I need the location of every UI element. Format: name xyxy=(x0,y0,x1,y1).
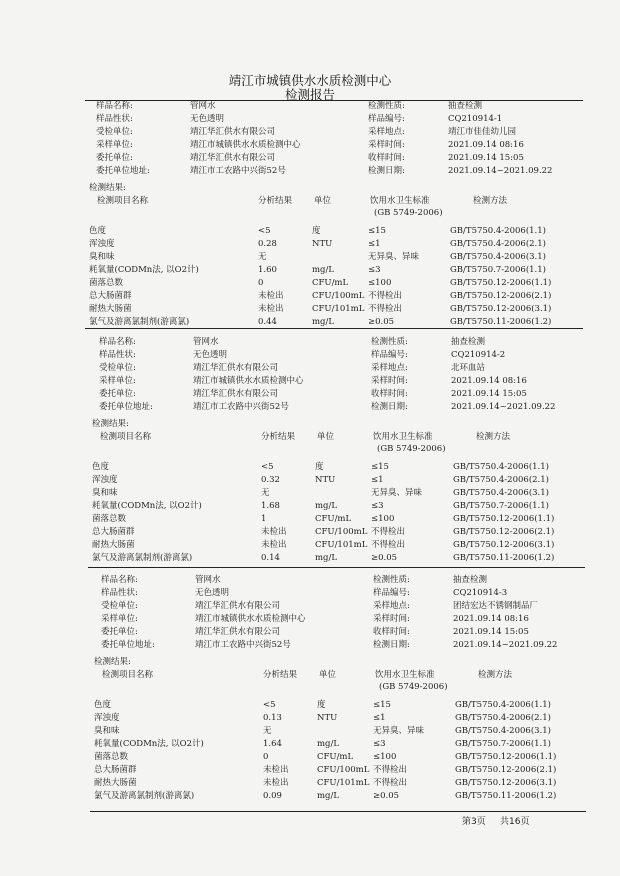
col-header-unit: 单位 xyxy=(317,432,335,442)
cell-method: GB/T5750.4-2006(1.1) xyxy=(450,226,546,236)
cell-unit: 度 xyxy=(312,226,321,236)
cell-standard: ≥0.05 xyxy=(373,791,400,801)
cell-standard: ≤3 xyxy=(371,501,384,511)
meta-value: CQ210914-3 xyxy=(453,588,508,598)
meta-label: 委托单位地址: xyxy=(101,640,155,650)
cell-result: 未检出 xyxy=(263,778,289,788)
cell-method: GB/T5750.12-2006(3.1) xyxy=(450,304,552,314)
cell-standard: ≤100 xyxy=(371,514,395,524)
meta-value: 靖江华汇供水有限公司 xyxy=(190,153,276,163)
meta-label: 样品性状: xyxy=(96,114,133,124)
results-label: 检测结果: xyxy=(92,419,129,429)
col-header-standard: 饮用水卫生标准 xyxy=(370,196,430,206)
meta-label: 样品名称: xyxy=(96,101,133,111)
meta-value: 北环血站 xyxy=(451,363,486,373)
meta-label: 委托单位: xyxy=(96,153,133,163)
cell-result: <5 xyxy=(263,700,276,710)
meta-value: 无色透明 xyxy=(195,588,230,598)
meta-label: 检测性质: xyxy=(373,575,410,585)
cell-item: 耗氧量(CODMn法, 以O2计) xyxy=(94,739,204,749)
cell-unit: NTU xyxy=(312,239,333,249)
meta-label: 样品编号: xyxy=(373,588,410,598)
meta-label: 受检单位: xyxy=(96,127,133,137)
cell-standard: 不得检出 xyxy=(368,304,403,314)
cell-unit: NTU xyxy=(315,475,336,485)
cell-standard: ≤1 xyxy=(368,239,381,249)
cell-standard: ≤100 xyxy=(368,278,392,288)
cell-item: 氯气及游离氯制剂(游离氯) xyxy=(89,317,190,327)
meta-label: 收样时间: xyxy=(373,627,410,637)
cell-result: 未检出 xyxy=(258,304,284,314)
cell-method: GB/T5750.4-2006(3.1) xyxy=(453,488,549,498)
meta-value: 管网水 xyxy=(195,575,221,585)
cell-standard: ≤15 xyxy=(373,700,391,710)
meta-label: 采样单位: xyxy=(96,140,133,150)
meta-value: 靖江市佳佳幼儿园 xyxy=(448,127,517,137)
cell-method: GB/T5750.4-2006(2.1) xyxy=(453,475,549,485)
meta-value: 管网水 xyxy=(190,101,216,111)
cell-item: 氯气及游离氯制剂(游离氯) xyxy=(92,553,193,563)
cell-result: 未检出 xyxy=(261,540,287,550)
col-header-item: 检测项目名称 xyxy=(100,432,152,442)
cell-method: GB/T5750.12-2006(2.1) xyxy=(455,765,557,775)
meta-label: 受检单位: xyxy=(101,601,138,611)
meta-value: 2021.09.14 15:05 xyxy=(451,389,527,399)
col-header-standard: 饮用水卫生标准 xyxy=(375,670,435,680)
meta-label: 检测性质: xyxy=(371,337,408,347)
cell-result: 无 xyxy=(263,726,272,736)
cell-result: 1.64 xyxy=(263,739,282,749)
col-header-method: 检测方法 xyxy=(478,670,513,680)
meta-value: 2021.09.14~2021.09.22 xyxy=(453,640,558,650)
cell-item: 臭和味 xyxy=(89,252,115,262)
cell-method: GB/T5750.11-2006(1.2) xyxy=(450,317,552,327)
meta-label: 采样地点: xyxy=(373,601,410,611)
cell-method: GB/T5750.4-2006(1.1) xyxy=(455,700,551,710)
cell-standard: 不得检出 xyxy=(373,765,408,775)
meta-value: 抽查检测 xyxy=(448,101,483,111)
meta-value: 靖江市工农路中兴街52号 xyxy=(193,402,289,412)
col-header-result: 分析结果 xyxy=(263,670,298,680)
cell-standard: ≤100 xyxy=(373,752,397,762)
col-header-unit: 单位 xyxy=(314,196,332,206)
meta-label: 采样时间: xyxy=(373,614,410,624)
col-header-standard-sub: (GB 5749-2006) xyxy=(374,208,443,218)
cell-unit: CFU/101mL xyxy=(312,304,365,314)
meta-value: 管网水 xyxy=(193,337,219,347)
cell-method: GB/T5750.12-2006(1.1) xyxy=(450,278,552,288)
meta-label: 委托单位: xyxy=(99,389,136,399)
cell-standard: ≤1 xyxy=(371,475,384,485)
col-header-method: 检测方法 xyxy=(476,432,511,442)
cell-standard: ≥0.05 xyxy=(368,317,395,327)
meta-label: 受检单位: xyxy=(99,363,136,373)
cell-result: 未检出 xyxy=(263,765,289,775)
cell-result: 未检出 xyxy=(261,527,287,537)
cell-method: GB/T5750.7-2006(1.1) xyxy=(450,265,546,275)
meta-value: 靖江华汇供水有限公司 xyxy=(190,127,276,137)
report-section-1 xyxy=(0,100,620,340)
cell-standard: ≤15 xyxy=(368,226,386,236)
cell-method: GB/T5750.4-2006(2.1) xyxy=(455,713,551,723)
cell-item: 臭和味 xyxy=(94,726,120,736)
meta-label: 收样时间: xyxy=(368,153,405,163)
cell-standard: 无异臭、异味 xyxy=(373,726,425,736)
cell-standard: ≤3 xyxy=(373,739,386,749)
meta-label: 样品编号: xyxy=(371,350,408,360)
meta-label: 样品名称: xyxy=(99,337,136,347)
cell-method: GB/T5750.4-2006(2.1) xyxy=(450,239,546,249)
cell-unit: CFU/100mL xyxy=(315,527,368,537)
report-section-2 xyxy=(0,336,620,576)
cell-unit: mg/L xyxy=(317,791,340,801)
cell-result: 1 xyxy=(261,514,267,524)
cell-method: GB/T5750.4-2006(1.1) xyxy=(453,462,549,472)
col-header-result: 分析结果 xyxy=(261,432,296,442)
meta-label: 采样地点: xyxy=(371,363,408,373)
cell-unit: CFU/mL xyxy=(315,514,352,524)
cell-method: GB/T5750.7-2006(1.1) xyxy=(453,501,549,511)
cell-item: 色度 xyxy=(89,226,107,236)
cell-result: 0.14 xyxy=(261,553,280,563)
cell-item: 色度 xyxy=(92,462,110,472)
cell-item: 总大肠菌群 xyxy=(89,291,132,301)
meta-value: 靖江市城镇供水水质检测中心 xyxy=(193,376,304,386)
cell-unit: CFU/101mL xyxy=(317,778,370,788)
cell-item: 浑浊度 xyxy=(92,475,118,485)
cell-unit: 度 xyxy=(317,700,326,710)
cell-item: 菌落总数 xyxy=(94,752,129,762)
cell-standard: 无异臭、异味 xyxy=(368,252,420,262)
cell-unit: CFU/100mL xyxy=(312,291,365,301)
cell-method: GB/T5750.12-2006(2.1) xyxy=(453,527,555,537)
col-header-item: 检测项目名称 xyxy=(102,670,154,680)
col-header-standard: 饮用水卫生标准 xyxy=(373,432,433,442)
meta-value: 靖江华汇供水有限公司 xyxy=(193,389,279,399)
meta-value: 靖江华汇供水有限公司 xyxy=(195,601,281,611)
cell-unit: CFU/mL xyxy=(312,278,349,288)
col-header-standard-sub: (GB 5749-2006) xyxy=(379,682,448,692)
cell-result: 无 xyxy=(258,252,267,262)
page-footer xyxy=(462,814,530,827)
cell-result: 0.09 xyxy=(263,791,282,801)
meta-value: 2021.09.14~2021.09.22 xyxy=(448,166,553,176)
meta-label: 样品性状: xyxy=(101,588,138,598)
col-header-standard-sub: (GB 5749-2006) xyxy=(377,444,446,454)
cell-method: GB/T5750.12-2006(3.1) xyxy=(455,778,557,788)
cell-unit: CFU/mL xyxy=(317,752,354,762)
cell-method: GB/T5750.12-2006(2.1) xyxy=(450,291,552,301)
cell-item: 浑浊度 xyxy=(89,239,115,249)
cell-method: GB/T5750.7-2006(1.1) xyxy=(455,739,551,749)
meta-value: 靖江华汇供水有限公司 xyxy=(195,627,281,637)
report-title: 检测报告 xyxy=(284,87,335,102)
cell-unit: mg/L xyxy=(312,317,335,327)
cell-method: GB/T5750.12-2006(1.1) xyxy=(455,752,557,762)
cell-unit: NTU xyxy=(317,713,338,723)
meta-label: 采样单位: xyxy=(99,376,136,386)
page-total: 共16页 xyxy=(500,817,530,827)
cell-method: GB/T5750.12-2006(1.1) xyxy=(453,514,555,524)
meta-label: 采样时间: xyxy=(368,140,405,150)
results-label: 检测结果: xyxy=(89,183,126,193)
cell-item: 耐热大肠菌 xyxy=(94,778,137,788)
cell-standard: ≥0.05 xyxy=(371,553,398,563)
cell-item: 色度 xyxy=(94,700,112,710)
meta-value: 无色透明 xyxy=(190,114,225,124)
cell-result: 0.44 xyxy=(258,317,277,327)
cell-result: 0.13 xyxy=(263,713,282,723)
cell-unit: CFU/100mL xyxy=(317,765,370,775)
meta-value: CQ210914-2 xyxy=(451,350,506,360)
meta-value: 2021.09.14 15:05 xyxy=(453,627,529,637)
meta-value: 抽查检测 xyxy=(451,337,486,347)
cell-unit: mg/L xyxy=(315,553,338,563)
cell-standard: 不得检出 xyxy=(373,778,408,788)
meta-label: 样品编号: xyxy=(368,114,405,124)
meta-label: 委托单位地址: xyxy=(96,166,150,176)
cell-method: GB/T5750.12-2006(3.1) xyxy=(453,540,555,550)
meta-value: 抽查检测 xyxy=(453,575,488,585)
cell-item: 浑浊度 xyxy=(94,713,120,723)
meta-label: 检测日期: xyxy=(371,402,408,412)
cell-result: 0 xyxy=(258,278,264,288)
cell-item: 臭和味 xyxy=(92,488,118,498)
cell-item: 氯气及游离氯制剂(游离氯) xyxy=(94,791,195,801)
meta-label: 样品名称: xyxy=(101,575,138,585)
cell-method: GB/T5750.11-2006(1.2) xyxy=(453,553,555,563)
cell-result: 1.60 xyxy=(258,265,277,275)
cell-result: <5 xyxy=(261,462,274,472)
meta-value: 2021.09.14~2021.09.22 xyxy=(451,402,556,412)
col-header-method: 检测方法 xyxy=(473,196,508,206)
cell-standard: 无异臭、异味 xyxy=(371,488,423,498)
cell-unit: 度 xyxy=(315,462,324,472)
meta-value: 2021.09.14 08:16 xyxy=(451,376,527,386)
col-header-item: 检测项目名称 xyxy=(97,196,149,206)
cell-item: 总大肠菌群 xyxy=(92,527,135,537)
cell-item: 耐热大肠菌 xyxy=(89,304,132,314)
cell-result: 0 xyxy=(263,752,269,762)
cell-result: 1.68 xyxy=(261,501,280,511)
cell-result: 0.28 xyxy=(258,239,277,249)
meta-label: 委托单位地址: xyxy=(99,402,153,412)
cell-unit: CFU/101mL xyxy=(315,540,368,550)
meta-value: 2021.09.14 08:16 xyxy=(448,140,524,150)
meta-value: 无色透明 xyxy=(193,350,228,360)
cell-standard: ≤15 xyxy=(371,462,389,472)
meta-label: 采样地点: xyxy=(368,127,405,137)
meta-value: 2021.09.14 08:16 xyxy=(453,614,529,624)
meta-value: 团结宏达不锈钢制品厂 xyxy=(453,601,539,611)
meta-label: 委托单位: xyxy=(101,627,138,637)
cell-result: 未检出 xyxy=(258,291,284,301)
cell-item: 菌落总数 xyxy=(89,278,124,288)
meta-label: 检测日期: xyxy=(368,166,405,176)
cell-standard: 不得检出 xyxy=(371,527,406,537)
meta-label: 检测性质: xyxy=(368,101,405,111)
meta-value: CQ210914-1 xyxy=(448,114,503,124)
meta-value: 靖江华汇供水有限公司 xyxy=(193,363,279,373)
meta-value: 靖江市工农路中兴街52号 xyxy=(190,166,286,176)
cell-method: GB/T5750.11-2006(1.2) xyxy=(455,791,557,801)
cell-result: 无 xyxy=(261,488,270,498)
cell-result: 0.32 xyxy=(261,475,280,485)
meta-label: 收样时间: xyxy=(371,389,408,399)
cell-standard: ≤1 xyxy=(373,713,386,723)
meta-label: 检测日期: xyxy=(373,640,410,650)
col-header-unit: 单位 xyxy=(319,670,337,680)
cell-standard: 不得检出 xyxy=(371,540,406,550)
cell-item: 耐热大肠菌 xyxy=(92,540,135,550)
cell-result: <5 xyxy=(258,226,271,236)
cell-item: 总大肠菌群 xyxy=(94,765,137,775)
meta-label: 样品性状: xyxy=(99,350,136,360)
col-header-result: 分析结果 xyxy=(258,196,293,206)
cell-item: 耗氧量(CODMn法, 以O2计) xyxy=(89,265,199,275)
cell-method: GB/T5750.4-2006(3.1) xyxy=(455,726,551,736)
report-section-3 xyxy=(0,574,620,814)
meta-label: 采样单位: xyxy=(101,614,138,624)
cell-item: 菌落总数 xyxy=(92,514,127,524)
meta-value: 2021.09.14 15:05 xyxy=(448,153,524,163)
meta-value: 靖江市工农路中兴街52号 xyxy=(195,640,291,650)
results-label: 检测结果: xyxy=(94,657,131,667)
cell-unit: mg/L xyxy=(315,501,338,511)
cell-standard: 不得检出 xyxy=(368,291,403,301)
meta-label: 采样时间: xyxy=(371,376,408,386)
page-number: 第3页 xyxy=(462,817,486,827)
meta-value: 靖江市城镇供水水质检测中心 xyxy=(190,140,301,150)
cell-unit: mg/L xyxy=(317,739,340,749)
cell-standard: ≤3 xyxy=(368,265,381,275)
meta-value: 靖江市城镇供水水质检测中心 xyxy=(195,614,306,624)
cell-item: 耗氧量(CODMn法, 以O2计) xyxy=(92,501,202,511)
cell-method: GB/T5750.4-2006(3.1) xyxy=(450,252,546,262)
cell-unit: mg/L xyxy=(312,265,335,275)
org-title: 靖江市城镇供水水质检测中心 xyxy=(228,73,392,88)
